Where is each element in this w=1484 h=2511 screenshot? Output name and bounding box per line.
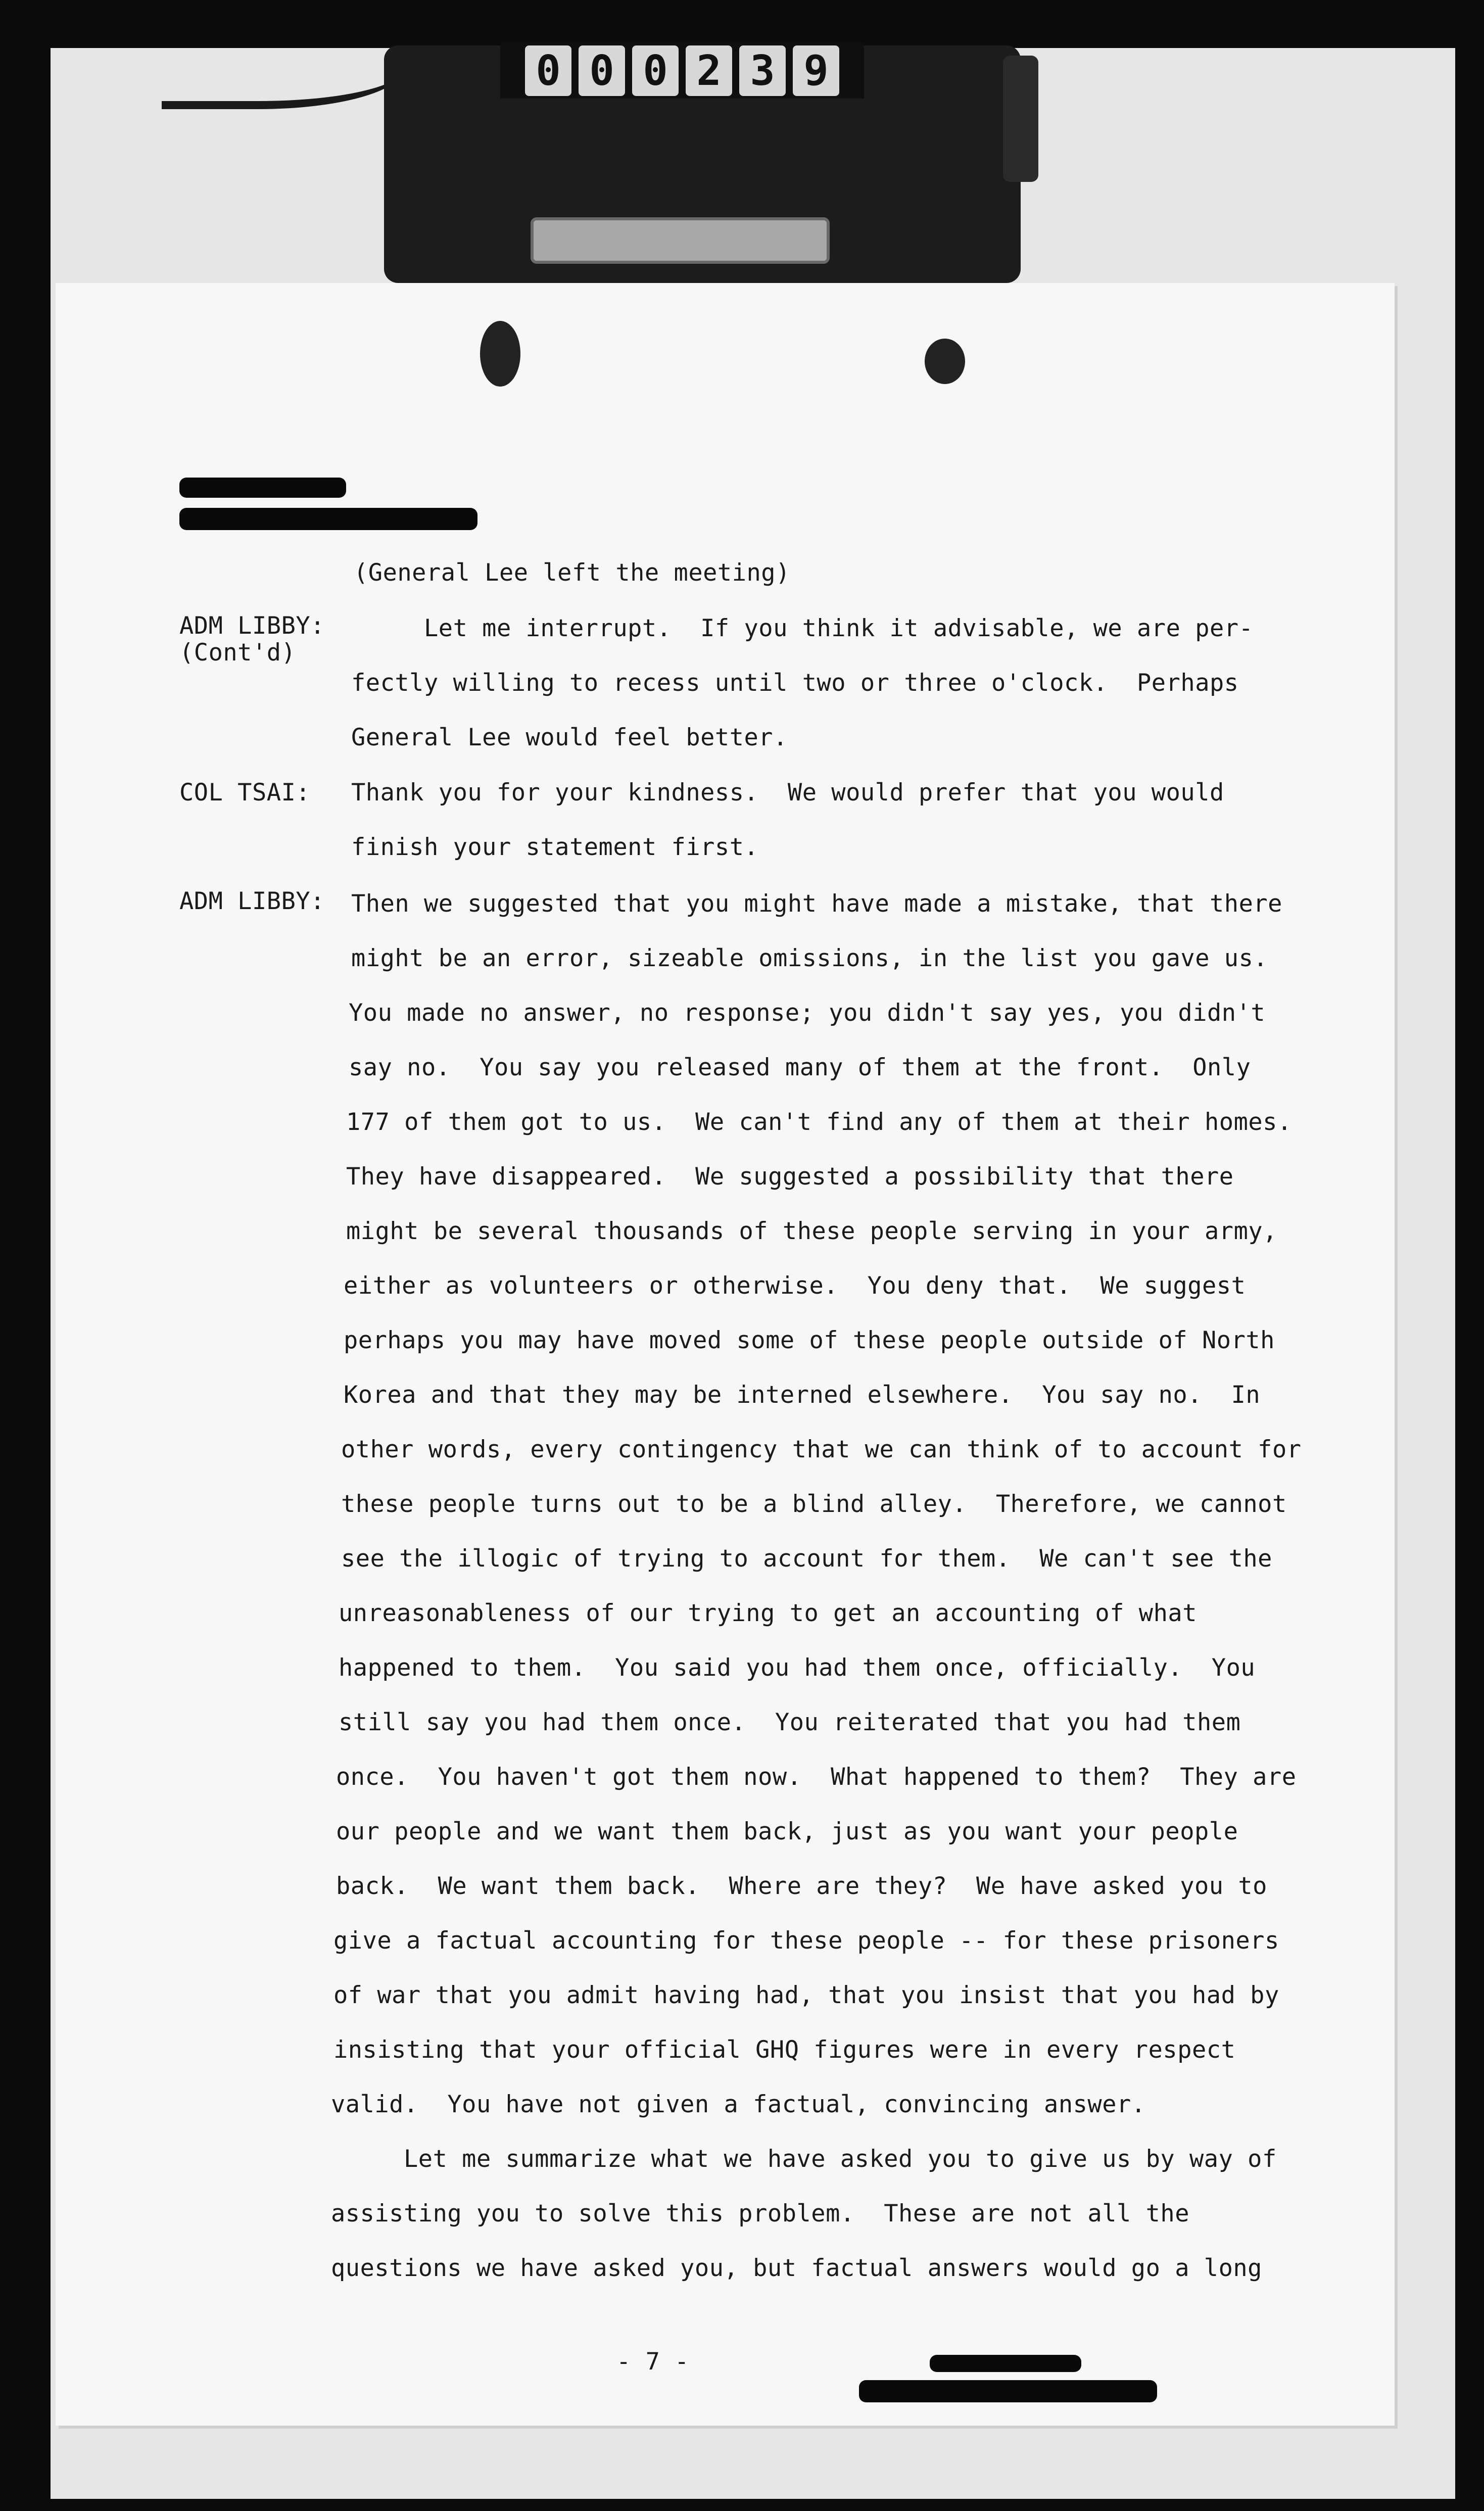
text-line: once. You haven't got them now. What happened to them? They are bbox=[336, 1763, 1297, 1791]
text-line: give a factual accounting for these people -- for these prisoners bbox=[333, 1927, 1279, 1955]
text-line: of war that you admit having had, that you insist that you had by bbox=[333, 1981, 1279, 2009]
stage-direction: (General Lee left the meeting) bbox=[354, 559, 790, 587]
counter-digit: 2 bbox=[686, 45, 732, 96]
text-line: say no. You say you released many of them at the front. Only bbox=[349, 1054, 1251, 1081]
punch-hole bbox=[925, 339, 965, 384]
counter-digit: 9 bbox=[793, 45, 839, 96]
text-line: Thank you for your kindness. We would prefer that you would bbox=[351, 779, 1224, 807]
text-line: these people turns out to be a blind alley. Therefore, we cannot bbox=[341, 1490, 1287, 1518]
speaker-label: ADM LIBBY: bbox=[179, 612, 325, 640]
text-line: questions we have asked you, but factual answers would go a long bbox=[331, 2254, 1262, 2282]
text-line: Let me summarize what we have asked you to give us by way of bbox=[331, 2145, 1277, 2173]
text-line: You made no answer, no response; you didn't say yes, you didn't bbox=[349, 999, 1266, 1027]
text-line: back. We want them back. Where are they? We have asked you to bbox=[336, 1872, 1267, 1900]
text-line: insisting that your official GHQ figures were in every respect bbox=[333, 2036, 1236, 2064]
text-line: perhaps you may have moved some of these people outside of North bbox=[344, 1326, 1275, 1354]
counter-label-plate bbox=[531, 217, 830, 264]
text-line: Korea and that they may be interned elsewhere. You say no. In bbox=[344, 1381, 1261, 1409]
text-line: other words, every contingency that we can think of to account for bbox=[341, 1436, 1302, 1463]
text-line: valid. You have not given a factual, convincing answer. bbox=[331, 2091, 1146, 2118]
speaker-label: COL TSAI: bbox=[179, 779, 311, 807]
redaction-bar bbox=[179, 508, 477, 530]
text-line: finish your statement first. bbox=[351, 833, 759, 861]
text-line: happened to them. You said you had them once, officially. You bbox=[339, 1654, 1256, 1682]
punch-hole bbox=[480, 321, 520, 387]
counter-digit: 0 bbox=[632, 45, 679, 96]
text-line: Let me interrupt. If you think it advisable, we are per- bbox=[351, 614, 1254, 642]
text-line: unreasonableness of our trying to get an accounting of what bbox=[339, 1599, 1197, 1627]
text-line: our people and we want them back, just as you want your people bbox=[336, 1818, 1238, 1845]
speaker-label: ADM LIBBY: bbox=[179, 887, 325, 915]
counter-digit: 0 bbox=[579, 45, 625, 96]
text-line: either as volunteers or otherwise. You deny that. We suggest bbox=[344, 1272, 1246, 1300]
text-line: They have disappeared. We suggested a possibility that there bbox=[346, 1163, 1234, 1191]
redaction-bar bbox=[179, 478, 346, 498]
document-page bbox=[56, 283, 1395, 2426]
redaction-bar bbox=[930, 2355, 1081, 2372]
text-line: Then we suggested that you might have made a mistake, that there bbox=[351, 890, 1282, 918]
frame-counter-window bbox=[500, 43, 864, 99]
text-line: see the illogic of trying to account for them. We can't see the bbox=[341, 1545, 1272, 1573]
counter-knob bbox=[1003, 56, 1038, 182]
speaker-note: (Cont'd) bbox=[179, 639, 296, 667]
text-line: might be an error, sizeable omissions, in the list you gave us. bbox=[351, 944, 1268, 972]
text-line: 177 of them got to us. We can't find any of them at their homes. bbox=[346, 1108, 1292, 1136]
text-line: assisting you to solve this problem. These are not all the bbox=[331, 2200, 1189, 2228]
text-line: General Lee would feel better. bbox=[351, 724, 788, 751]
redaction-bar bbox=[859, 2380, 1157, 2402]
page-number: - 7 - bbox=[616, 2348, 689, 2376]
text-line: might be several thousands of these people serving in your army, bbox=[346, 1217, 1277, 1245]
text-line: fectly willing to recess until two or three o'clock. Perhaps bbox=[351, 669, 1239, 697]
text-line: still say you had them once. You reiterated that you had them bbox=[339, 1709, 1241, 1736]
counter-digit: 3 bbox=[739, 45, 786, 96]
counter-digit: 0 bbox=[525, 45, 571, 96]
